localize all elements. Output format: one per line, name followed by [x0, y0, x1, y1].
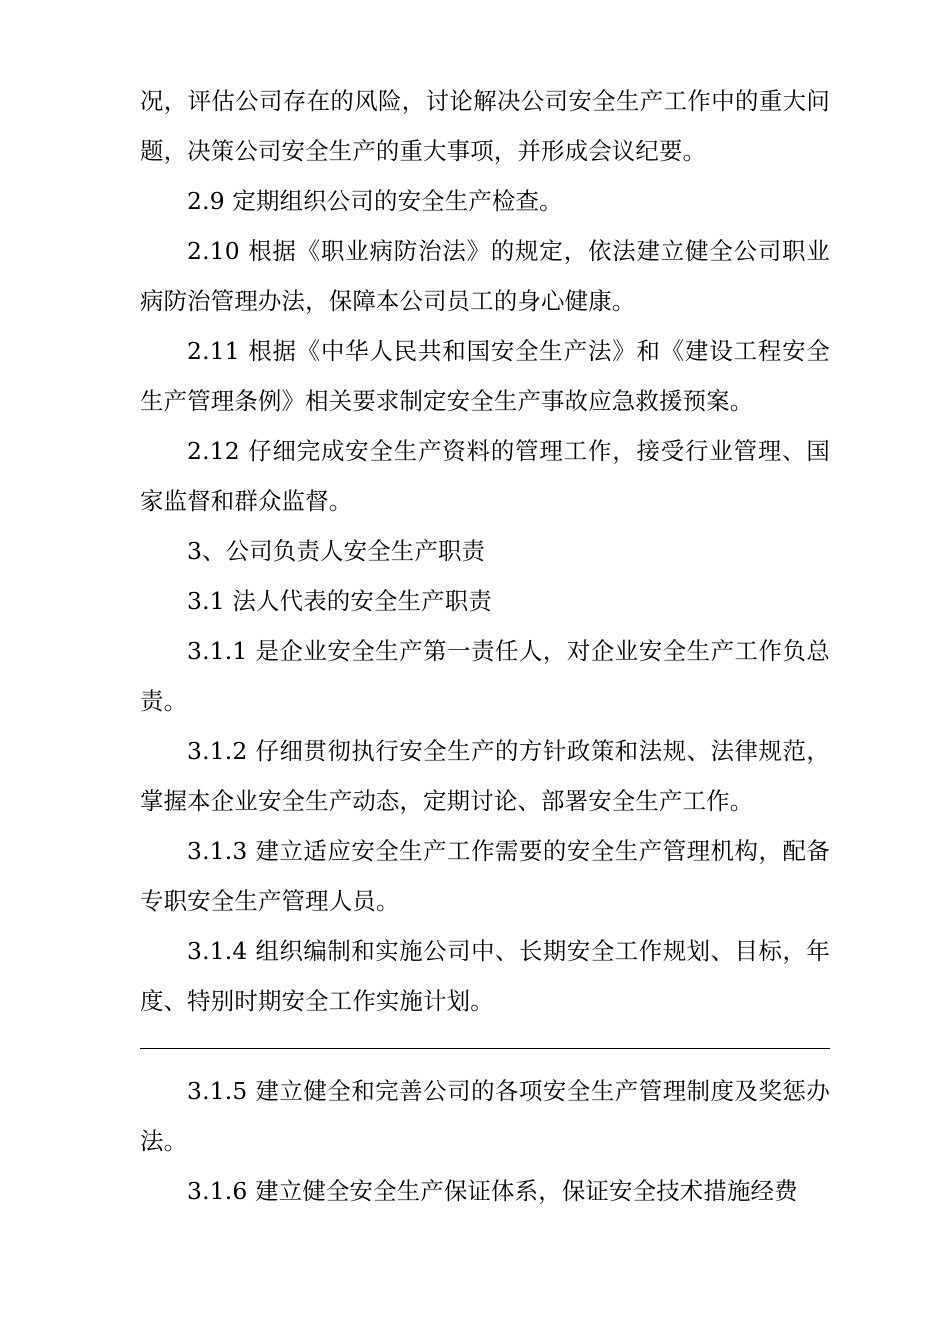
page-body-bottom — [140, 1066, 830, 1216]
paragraph-3-1-3: 3.1.3 建立适应安全生产工作需要的安全生产管理机构，配备专职安全生产管理人员。 — [140, 837, 830, 915]
section-heading-3: 3、公司负责人安全生产职责 — [187, 537, 486, 565]
paragraph-3-1-5: 3.1.5 建立健全和完善公司的各项安全生产管理制度及奖惩办法。 — [140, 1077, 830, 1155]
paragraph-3-1-1: 3.1.1 是企业安全生产第一责任人，对企业安全生产工作负总责。 — [140, 637, 830, 715]
paragraph-3-1-6: 3.1.6 建立健全安全生产保证体系，保证安全技术措施经费 — [187, 1177, 798, 1205]
paragraph-3-1-2: 3.1.2 仔细贯彻执行安全生产的方针政策和法规、法律规范，掌握本企业安全生产动态，定期讨论、部署安全生产工作。 — [140, 737, 830, 815]
subsection-heading-3-1: 3.1 法人代表的安全生产职责 — [187, 587, 492, 615]
paragraph-3-1-4: 3.1.4 组织编制和实施公司中、长期安全工作规划、目标，年度、特别时期安全工作实施计划。 — [140, 937, 830, 1015]
paragraph-2-12: 2.12 仔细完成安全生产资料的管理工作，接受行业管理、国家监督和群众监督。 — [140, 437, 830, 515]
paragraph-2-10: 2.10 根据《职业病防治法》的规定，依法建立健全公司职业病防治管理办法，保障本公司员工的身心健康。 — [140, 237, 830, 315]
paragraph-continuation: 况，评估公司存在的风险，讨论解决公司安全生产工作中的重大问题，决策公司安全生产的重大事项，并形成会议纪要。 — [140, 87, 830, 165]
paragraph-2-11: 2.11 根据《中华人民共和国安全生产法》和《建设工程安全生产管理条例》相关要求制定安全生产事故应急救援预案。 — [140, 337, 830, 415]
page-body-top — [140, 76, 830, 1026]
page-divider — [140, 1048, 830, 1049]
paragraph-2-9: 2.9 定期组织公司的安全生产检查。 — [187, 187, 563, 215]
